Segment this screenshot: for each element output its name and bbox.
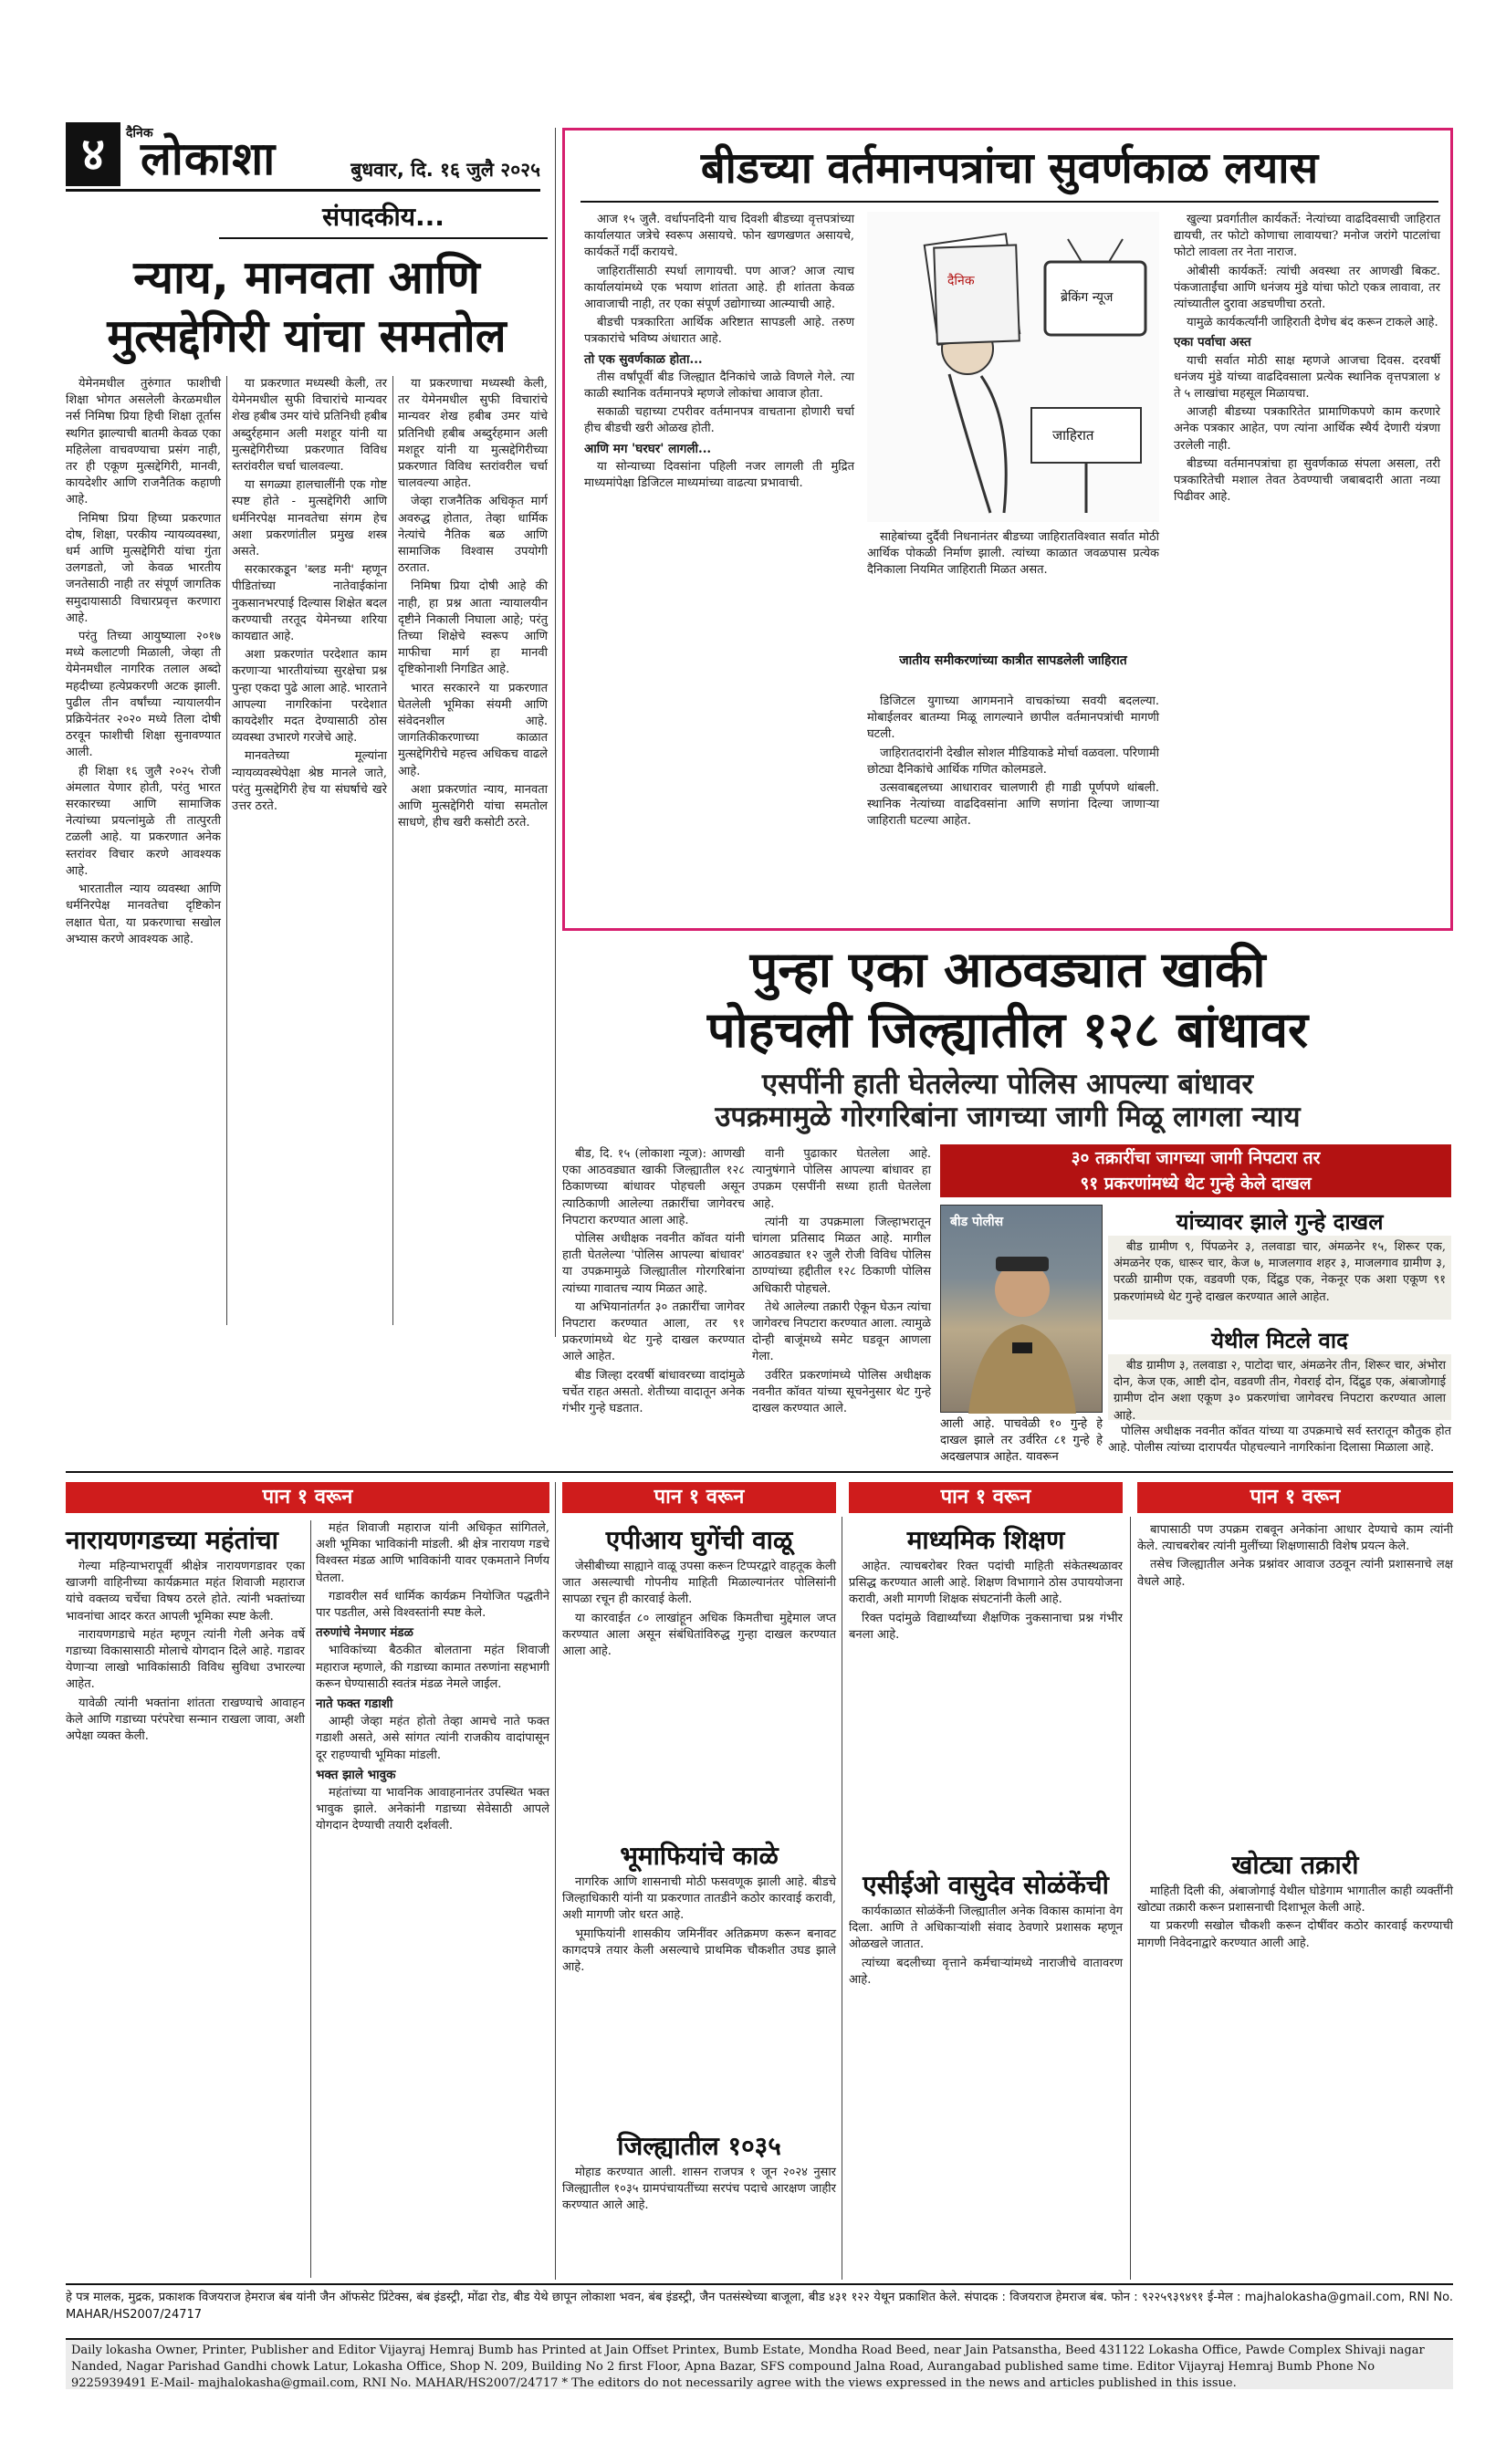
key-facts-banner: [940, 1144, 1451, 1197]
main-headline: [562, 940, 1453, 1060]
paragraph: कार्यकाळात सोळंकेंनी जिल्ह्यातील अनेक विकास कामांना वेग दिला. आणि ते अधिकाऱ्यांशी संवाद ठेवणारे प्रशासक म्हणून ओळखले जातात.: [849, 1905, 1123, 1952]
paragraph: गडावरील सर्व धार्मिक कार्यक्रम नियोजित पद्धतीने पार पडतील, असे विश्वस्तांनी स्पष्ट केले.: [316, 1589, 549, 1621]
narayangad-subhead: भक्त झाले भावुक: [316, 1767, 396, 1782]
paragraph: नागरिक आणि शासनाची मोठी फसवणूक झाली आहे. बीडचे जिल्हाधिकारी यांनी या प्रकरणात तातडीने कठोर कारवाई करावी, अशी मागणी जोर धरत आहे.: [562, 1875, 836, 1923]
beed-column-2-upper: [867, 529, 1159, 648]
beed-subhead: एका पर्वाचा अस्त: [1174, 335, 1251, 350]
paragraph: बीड, दि. १५ (लोकाशा न्यूज): आणखी एका आठवड्यात खाकी जिल्ह्यातील १२८ ठिकाणच्या बांधावर पोहचली असून त्याठिकाणी आलेल्या तक्रारींचा जागेवरच निपटारा करण्यात आला आहे.: [562, 1147, 745, 1227]
illus-ad-text: जाहिरात: [1052, 427, 1094, 444]
illus-daily-text: दैनिक: [947, 274, 975, 288]
paragraph: मानवतेच्या मूल्यांना न्यायव्यवस्थेपेक्षा श्रेष्ठ मानले जाते, परंतु मुत्सद्देगिरी हेच या संघर्षाचे खरे उत्तर ठरते.: [232, 749, 387, 814]
paragraph: आज १५ जुलै. वर्धापनदिनी याच दिवशी बीडच्या वृत्तपत्रांच्या कार्यालयात जत्रेचे स्वरूप असायचे. फोन खणखणत असायचे, कार्यकर्ते गर्दी करायचे.: [584, 213, 854, 260]
paragraph: याची सर्वात मोठी साक्ष म्हणजे आजचा दिवस. दरवर्षी धनंजय मुंडे यांच्या वाढदिवसाला प्रत्येक स्थानिक वृत्तपत्राला ४ ते ५ लाखांचा महसूल मिळायचा.: [1174, 353, 1440, 402]
editorial-headline: [66, 248, 548, 365]
paragraph: भारत सरकारने या प्रकरणात घेतलेली भूमिका संयमी आणि संवेदनशील आहे. जागतिकीकरणाच्या काळात मुत्सद्देगिरीचे महत्त्व अधिकच वाढले आहे.: [398, 681, 548, 778]
charges-filed-heading: यांच्यावर झाले गुन्हे दाखल: [1176, 1209, 1384, 1235]
paragraph: बीड ग्रामीण ३, तलवाडा २, पाटोदा चार, अंमळनेर तीन, शिरूर चार, अंभोरा दोन, केज एक, आष्टी दोन, वडवणी तीन, गेवराई दोन, दिंद्रुड एक, अंबाजोगाई ग्रामीण दोन अशा एकूण ३० प्रकरणांचा जागेवरच निपटारा करण्यात आला आहे.: [1114, 1359, 1446, 1423]
page-number: ४: [66, 122, 120, 186]
column-divider: [310, 1520, 311, 2278]
paragraph: तसेच जिल्ह्यातील अनेक प्रश्नांवर आवाज उठवून त्यांनी प्रशासनाचे लक्ष वेधले आहे.: [1137, 1558, 1453, 1589]
paragraph: निमिषा प्रिया हिच्या प्रकरणात दोष, शिक्षा, परकीय न्यायव्यवस्था, धर्म आणि मुत्सद्देगिरी यांचा गुंता उलगडतो, जो केवळ भारतीय जनतेसाठी नाही तर संपूर्ण जागतिक समुदायासाठी विचारप्रवृत्त करणारा आहे.: [66, 511, 221, 625]
paragraph: अशा प्रकरणांत परदेशात काम करणाऱ्या भारतीयांच्या सुरक्षेचा प्रश्न पुन्हा एकदा पुढे आला आहे. भारताने आपल्या नागरिकांना परदेशात कायदेशीर मदत देण्यासाठी ठोस व्यवस्था उभारणे गरजेचे आहे.: [232, 648, 387, 746]
main-subheadline-line1: एसपींनी हाती घेतलेल्या पोलिस आपल्या बांधावर: [761, 1068, 1254, 1101]
paragraph: साहेबांच्या दुर्दैवी निधनानंतर बीडच्या जाहिरातविश्वात सर्वात मोठी आर्थिक पोकळी निर्माण झाली. त्यांच्या काळात जवळपास प्रत्येक दैनिकाला नियमित जाहिराती मिळत असत.: [867, 530, 1159, 578]
issue-date: बुधवार, दि. १६ जुलै २०२५: [350, 159, 540, 181]
paper-name: लोकाशा: [141, 132, 277, 185]
main-subheadline-line2: उपक्रमामुळे गोरगरिबांना जागच्या जागी मिळू लागला न्याय: [715, 1101, 1301, 1133]
masthead: [66, 120, 540, 192]
paragraph: ही शिक्षा १६ जुलै २०२५ रोजी अंमलात येणार होती, परंतु भारत सरकारच्या आणि सामाजिक नेत्यांच्या प्रयत्नांमुळे ती तात्पुरती टळली आहे. या प्रकरणात अनेक स्तरांवर विचार करणे आवश्यक आहे.: [66, 764, 221, 878]
daily-label: दैनिक: [126, 126, 153, 141]
paragraph: या अभियानांतर्गत ३० तक्रारींचा जागेवर निपटारा करण्यात आला, तर ९१ प्रकरणांमध्ये थेट गुन्हे दाखल करण्यात आले आहेत.: [562, 1300, 745, 1364]
district-1035-heading: जिल्ह्यातील १०३५: [617, 2131, 781, 2161]
main-story-footer-text: [1108, 1424, 1451, 1460]
false-complaints-heading: खोट्या तक्रारी: [1231, 1850, 1359, 1880]
column-divider: [555, 1482, 556, 2280]
bhumafia-heading: भूमाफियांचे काळे: [620, 1841, 779, 1871]
paragraph: बीड जिल्हा दरवर्षी बांधावरच्या वादांमुळे चर्चेत राहत असतो. शेतीच्या वादातून अनेक गंभीर गुन्हे घडतात.: [562, 1368, 745, 1416]
main-headline-line2: पोहचली जिल्ह्यातील १२८ बांधावर: [706, 1001, 1309, 1059]
api-ghuge-heading: एपीआय घुगेंची वाळू: [605, 1525, 793, 1555]
secondary-education-text: [849, 1559, 1123, 1860]
column-divider: [392, 376, 393, 1325]
paragraph: जाहिरातींसाठी स्पर्धा लागायची. पण आज? आज त्याच कार्यालयांमध्ये एक भयाण शांतता आहे. ही शांतता केवळ आवाजाची नाही, तर एका संपूर्ण उद्योगाच्या आत्म्याची आहे.: [584, 264, 854, 312]
paragraph: जेव्हा राजनैतिक अधिकृत मार्ग अवरुद्ध होतात, तेव्हा धार्मिक नेत्यांचे नैतिक बळ आणि सामाजिक विश्वास उपयोगी ठरतात.: [398, 495, 548, 576]
secondary-education-heading: माध्यमिक शिक्षण: [906, 1525, 1065, 1555]
main-story-column-1: [562, 1146, 745, 1416]
paragraph: यावेळी त्यांनी भक्तांना शांतता राखण्याचे आवाहन केले आणि गडाच्या परंपरेचा सन्मान राखला जावा, अशी अपेक्षा व्यक्त केली.: [66, 1696, 305, 1744]
aceo-solanke-heading: एसीईओ वासुदेव सोळंकेंची: [863, 1870, 1109, 1900]
paragraph: पोलिस अधीक्षक नवनीत कॉवत यांच्या या उपक्रमाचे सर्व स्तरातून कौतुक होत आहे. पोलीस त्यांच्या दारापर्यंत पोहचल्याने नागरिकांना दिलासा मिळाला आहे.: [1108, 1425, 1451, 1456]
paragraph: जाहिरातदारांनी देखील सोशल मीडियाकडे मोर्चा वळवला. परिणामी छोट्या दैनिकांचे आर्थिक गणित कोलमडले.: [867, 746, 1159, 777]
paragraph: तीस वर्षांपूर्वी बीड जिल्ह्यात दैनिकांचे जाळे विणले गेले. त्या काळी स्थानिक वर्तमानपत्रे म्हणजे लोकांचा आवाज होता.: [584, 370, 854, 402]
beed-subhead: आणि मग 'घरघर' लागली...: [584, 441, 712, 456]
column-divider: [1130, 1517, 1131, 2280]
paragraph: अशा प्रकरणांत न्याय, मानवता आणि मुत्सद्देगिरी यांचा समतोल साधणे, हीच खरी कसोटी ठरते.: [398, 782, 548, 830]
paragraph: भूमाफियांनी शासकीय जमिनींवर अतिक्रमण करून बनावट कागदपत्रे तयार केली असल्याचे प्राथमिक चौकशीत उघड झाले आहे.: [562, 1926, 836, 1975]
beed-subhead: तो एक सुवर्णकाळ होता...: [584, 351, 703, 367]
paragraph: परंतु तिच्या आयुष्याला २०१७ मध्ये कलाटणी मिळाली, जेव्हा ती येमेनमधील नागरिक तलाल अब्दो महदीच्या हत्येप्रकरणी अटक झाली. पुढील तीन वर्षांच्या न्यायालयीन प्रक्रियेनंतर २०२० मध्ये तिला दोषी ठरवून फाशीची शिक्षा सुनावण्यात आली.: [66, 630, 221, 760]
paragraph: ओबीसी कार्यकर्ते: त्यांची अवस्था तर आणखी बिकट. पंकजाताईंचा आणि धनंजय मुंडे यांचा फोटो एकत्र लावावा, तर त्यांच्यातील दुरावा अडचणीचा ठरतो.: [1174, 264, 1440, 312]
api-ghuge-text: [562, 1559, 836, 1832]
continued-right-text: [1137, 1522, 1453, 1842]
paragraph: बीड ग्रामीण ९, पिंपळनेर ३, तलवाडा चार, अंमळनेर १५, शिरूर एक, अंमळनेर एक, धारूर चार, केज ७, माजलगाव शहर ३, माजलगाव ग्रामीण ३, परळी ग्रामीण एक, वडवणी एक, दिंद्रुड एक, नेकनूर एक अशा एकूण ९१ प्रकरणांमध्ये थेट गुन्हे दाखल करण्यात आले आहेत.: [1114, 1240, 1446, 1304]
editorial-section-label: संपादकीय...: [219, 197, 548, 239]
continued-band-3: पान १ वरून: [849, 1482, 1123, 1513]
paragraph: उर्वरित प्रकरणांमध्ये पोलिस अधीक्षक नवनीत कॉवत यांच्या सूचनेनुसार थेट गुन्हे दाखल करण्यात आले.: [752, 1368, 931, 1416]
paragraph: तेथे आलेल्या तक्रारी ऐकून घेऊन त्यांचा जागेवरच निपटारा करण्यात आला. त्यामुळे दोन्ही बाजूंमध्ये समेट घडवून आणला गेला.: [752, 1300, 931, 1364]
editorial-column-2: [232, 376, 387, 1330]
bhumafia-text: [562, 1874, 836, 2121]
editorial-headline-line2: मुत्सद्देगिरी यांचा समतोल: [107, 309, 507, 362]
narayangad-heading: नारायणगडच्या महंतांचा: [66, 1525, 278, 1555]
main-headline-line1: पुन्हा एका आठवड्यात खाकी: [749, 941, 1266, 998]
paragraph: यामुळे कार्यकर्त्यांनी जाहिराती देणेच बंद करून टाकले आहे.: [1187, 316, 1438, 330]
footer-divider: [66, 2283, 1453, 2285]
district-1035-text: [562, 2165, 836, 2280]
paragraph: बापासाठी पण उपक्रम राबवून अनेकांना आधार देण्याचे काम त्यांनी केले. त्याचबरोबर त्यांनी मुलींच्या शिक्षणासाठी विशेष प्रयत्न केले.: [1137, 1523, 1453, 1554]
paragraph: या प्रकरणात मध्यस्थी केली, तर येमेनमधील सुफी विचारांचे मान्यवर शेख हबीब उमर यांचे प्रतिनिधी हबीब अब्दुर्रहमान अली मशहूर यांनी या मुत्सद्देगिरीच्या प्रकरणात विविध स्तरांवरील चर्चा चालवल्या.: [232, 377, 387, 475]
paragraph: त्यांनी या उपक्रमाला जिल्हाभरातून चांगला प्रतिसाद मिळत आहे. मागील आठवड्यात १२ जुलै रोजी विविध पोलिस ठाण्यांच्या हद्दीतील १२८ ठिकाणी पोलिस अधिकारी पोहचले.: [752, 1215, 931, 1296]
main-subheadline: [562, 1068, 1453, 1133]
narayangad-subhead: तरुणांचे नेमणार मंडळ: [316, 1625, 413, 1641]
paragraph: या सगळ्या हालचालींनी एक गोष्ट स्पष्ट होते - मुत्सद्देगिरी आणि धर्मनिरपेक्ष मानवतेचा संगम हेच अशा प्रकरणांतील प्रमुख शस्त्र असते.: [232, 478, 387, 559]
paragraph: त्यांच्या बदलीच्या वृत्ताने कर्मचाऱ्यांमध्ये नाराजीचे वातावरण आहे.: [849, 1956, 1123, 1987]
banner-line1: ३० तक्रारींचा जागच्या जागी निपटारा तर: [1071, 1148, 1321, 1168]
narayangad-subhead: नाते फक्त गडाशी: [316, 1697, 393, 1712]
editorial-column-1: [66, 376, 221, 1330]
paragraph: डिजिटल युगाच्या आगमनाने वाचकांच्या सवयी बदलल्या. मोबाईलवर बातम्या मिळू लागल्याने छापील वर्तमानपत्रांची मागणी घटली.: [867, 694, 1159, 742]
paragraph: बीडची पत्रकारिता आर्थिक अरिष्टात सापडली आहे. तरुण पत्रकारांचे भविष्य अंधारात आहे.: [584, 316, 854, 347]
editorial-column-3: [398, 376, 548, 1330]
paragraph: आम्ही जेव्हा महंत होतो तेव्हा आमचे नाते फक्त गडाशी असते, असे सांगत त्यांनी राजकीय वादांपासून दूर राहण्याची भूमिका मांडली.: [316, 1715, 549, 1762]
editorial-headline-line1: न्याय, मानवता आणि: [133, 251, 480, 304]
imprint-line: हे पत्र मालक, मुद्रक, प्रकाशक विजयराज हेमराज बंब यांनी जैन ऑफसेट प्रिंटेक्स, बंब इंडस्ट्री, मोंढा रोड, बीड येथे छापून लोकाशा भवन, बंब इंडस्ट्री, जैन पतसंस्थेच्या बाजूला, बीड ४३१ १२२ येथून प्रकाशित केले. संपादक : विजयराज हेमराज बंब. फोन : ९२२५९३९४९१ ई-मेल : majhalokasha@gmail.com, RNI No. MAHAR/HS2007/24717: [66, 2291, 1453, 2322]
aceo-solanke-text: [849, 1904, 1123, 2280]
continued-band-4: पान १ वरून: [1137, 1482, 1453, 1513]
paragraph: महंत शिवाजी महाराज यांनी अधिकृत सांगितले, अशी भूमिका भाविकांनी मांडली. श्री क्षेत्र नारायण गडचे विश्वस्त मंडळ आणि भाविकांनी यावर एकमताने निर्णय घेतला.: [316, 1521, 549, 1585]
paragraph: जेसीबीच्या साह्याने वाळू उपसा करून टिप्परद्वारे वाहतूक केली जात असल्याची गोपनीय माहिती मिळाल्यानंतर पोलिसांनी सापळा रचून ही कारवाई केली.: [562, 1560, 836, 1607]
continued-band-2: पान १ वरून: [562, 1482, 836, 1513]
paragraph: या कारवाईत ८० लाखांहून अधिक किमतीचा मुद्देमाल जप्त करण्यात आला असून संबंधितांविरुद्ध गुन्हा दाखल करण्यात आला आहे.: [562, 1611, 836, 1659]
paragraph: आजही बीडच्या पत्रकारितेत प्रामाणिकपणे काम करणारे अनेक पत्रकार आहेत, पण त्यांना आर्थिक स्थैर्य देणारी यंत्रणा उरलेली नाही.: [1174, 405, 1440, 453]
paragraph: या सोन्याच्या दिवसांना पहिली नजर लागली ती मुद्रित माध्यमांपेक्षा डिजिटल माध्यमांच्या वाढत्या प्रभावाची.: [584, 459, 854, 491]
paragraph: येमेनमधील तुरुंगात फाशीची शिक्षा भोगत असलेली केरळमधील नर्स निमिषा प्रिया हिची शिक्षा तूर्तास स्थगित झाल्याची बातमी केवळ एका महिलेला वाचवण्याचा प्रसंग नाही, तर ही एकूण मुत्सद्देगिरी, मानवी, कायदेशीर आणि राजनैतिक कहाणी आहे.: [66, 377, 221, 507]
paragraph: महंतांच्या या भावनिक आवाहनानंतर उपस्थित भक्त भावुक झाले. अनेकांनी गडाच्या सेवेसाठी आपले योगदान देण्याची तयारी दर्शवली.: [316, 1786, 549, 1833]
officer-silhouette-icon: [941, 1206, 1103, 1414]
paragraph: सकाळी चहाच्या टपरीवर वर्तमानपत्र वाचताना होणारी चर्चा हीच बीडची खरी ओळख होती.: [584, 405, 854, 436]
disputes-resolved-list: [1108, 1354, 1451, 1423]
continued-band-1: पान १ वरून: [66, 1482, 549, 1513]
banner-line2: ९१ प्रकरणांमध्ये थेट गुन्हे केले दाखल: [1080, 1174, 1312, 1194]
police-officer-photo: [940, 1205, 1103, 1413]
narayangad-column-1: [66, 1559, 305, 2280]
paragraph: वानी पुढाकार घेतलेला आहे. त्यानुषंगाने पोलिस आपल्या बांधावर हा उपक्रम एसपींनी सध्या हाती घेतलेला आहे.: [752, 1147, 931, 1211]
paragraph: रिक्त पदांमुळे विद्यार्थ्यांच्या शैक्षणिक नुकसानाचा प्रश्न गंभीर बनला आहे.: [849, 1611, 1123, 1642]
paragraph: भाविकांच्या बैठकीत बोलताना महंत शिवाजी महाराज म्हणाले, की गडाच्या कामात तरुणांना सहभागी करून घेण्यासाठी स्वतंत्र मंडळ नेमले जाईल.: [316, 1644, 549, 1691]
photo-label: बीड पोलीस: [950, 1215, 1004, 1229]
paragraph: या प्रकरणाचा मध्यस्थी केली, तर येमेनमधील सुफी विचारांचे मान्यवर शेख हबीब उमर यांचे प्रतिनिधी हबीब अब्दुर्रहमान अली मशहूर यांनी या मुत्सद्देगिरीच्या प्रकरणात विविध स्तरांवरील चर्चा चालवल्या आहेत.: [398, 377, 548, 491]
beed-caption: जातीय समीकरणांच्या कात्रीत सापडलेली जाहिरात: [899, 653, 1127, 668]
paragraph: आहेत. त्याचबरोबर रिक्त पदांची माहिती संकेतस्थळावर प्रसिद्ध करण्यात आली आहे. शिक्षण विभागाने ठोस उपाययोजना करावी, अशी मागणी शिक्षक संघटनांनी केली आहे.: [849, 1560, 1123, 1607]
column-divider: [226, 376, 227, 1325]
section-divider: [66, 1471, 1453, 1473]
main-story-column-2: [752, 1146, 931, 1416]
beed-column-3: [1174, 212, 1440, 919]
beed-column-1: [584, 212, 854, 919]
narayangad-column-2: [316, 1520, 549, 2280]
false-complaints-text: [1137, 1884, 1453, 2280]
column-divider: [555, 128, 556, 1337]
paragraph: निमिषा प्रिया दोषी आहे की नाही, हा प्रश्न आता न्यायालयीन दृष्टीने निकाली निघाला आहे; परंतु तिच्या शिक्षेचे स्वरूप आणि माफीचा मार्ग हा मानवी दृष्टिकोनाशी निगडित आहे.: [398, 579, 548, 677]
beed-feature-headline: बीडच्या वर्तमानपत्रांचा सुवर्णकाळ लयास: [580, 137, 1438, 203]
paragraph: मोहाड करण्यात आली. शासन राजपत्र १ जून २०२४ नुसार जिल्ह्यातील १०३५ ग्रामपंचायतींच्या सरपंच पदाचे आरक्षण जाहीर करण्यात आले आहे.: [562, 2166, 836, 2213]
newspaper-vendor-illustration: [867, 212, 1159, 522]
charges-filed-list: [1108, 1236, 1451, 1320]
english-imprint: Daily lokasha Owner, Printer, Publisher and Editor Vijayraj Hemraj Bumb has Printed at Jain Offset Printex, Bumb Estate, Mondha Road Beed, near Jain Patsanstha, Beed 431122 Lokasha Office, Pawde Complex Shivaji nagar Nanded, Nagar Parishad Gandhi chowk Latur, Lokasha Office, Shop N. 209, Building No 2 first Floor, Apna Bazar, SFS compound Jalna Road, Aurangabad published same time. Editor Vijayraj Hemraj Bumb Phone No 9225939491 E-Mail- majhalokasha@gmail.com, RNI No. MAHAR/HS2007/24717 * The editors do not necessarily agree with the views expressed in the news and articles published in this issue.: [66, 2338, 1453, 2389]
paragraph: या प्रकरणी सखोल चौकशी करून दोषींवर कठोर कारवाई करण्याची मागणी निवेदनाद्वारे करण्यात आली आहे.: [1137, 1919, 1453, 1950]
paragraph: बीडच्या वर्तमानपत्रांचा हा सुवर्णकाळ संपला असला, तरी पत्रकारितेची मशाल तेवत ठेवण्याची जबाबदारी आता नव्या पिढीवर आहे.: [1174, 456, 1440, 505]
paragraph: उत्सवाबद्दलच्या आधारावर चालणारी ही गाडी पूर्णपणे थांबली. स्थानिक नेत्यांच्या वाढदिवसांना आणि सणांना दिल्या जाणाऱ्या जाहिराती घटल्या आहेत.: [867, 781, 1159, 829]
beed-column-2-lower: [867, 694, 1159, 917]
paragraph: गेल्या महिन्याभरापूर्वी श्रीक्षेत्र नारायणगडावर एका खाजगी वाहिनीच्या कार्यक्रमात महंत शिवाजी महाराज यांचे वक्तव्य चर्चेचा विषय ठरले होते. त्यांनी भक्तांच्या भावनांचा आदर करत आपली भूमिका स्पष्ट केली.: [66, 1560, 305, 1624]
illus-breaking-text: ब्रेकिंग न्यूज: [1061, 290, 1114, 305]
paragraph: भारतातील न्याय व्यवस्था आणि धर्मनिरपेक्ष मानवतेचा दृष्टिकोन लक्षात घेता, या प्रकरणाचा सखोल अभ्यास करणे आवश्यक आहे.: [66, 882, 221, 946]
disputes-resolved-heading: येथील मिटले वाद: [1211, 1328, 1348, 1353]
paragraph: पोलिस अधीक्षक नवनीत कॉवत यांनी हाती घेतलेल्या 'पोलिस आपल्या बांधावर' या उपक्रमामुळे जिल्ह्यातील गोरगरिबांना त्यांच्या गावातच न्याय मिळत आहे.: [562, 1232, 745, 1296]
paragraph: खुल्या प्रवर्गातील कार्यकर्ते: नेत्यांच्या वाढदिवसाची जाहिरात द्यायची, तर फोटो कोणाचा लावायचा? मनोज जरांगे पाटलांचा फोटो लावला तर नेता नाराज.: [1174, 213, 1440, 260]
photo-caption: आली आहे. पाचवेळी १० गुन्हे हे दाखल झाले तर उर्वरित ८१ गुन्हे हे अदखलपात्र आहेत. यावरून: [940, 1417, 1103, 1464]
paragraph: माहिती दिली की, अंबाजोगाई येथील घोडेगाम भागातील काही व्यक्तींनी खोट्या तक्रारी करून प्रशासनाची दिशाभूल केली आहे.: [1137, 1885, 1453, 1916]
paragraph: सरकारकडून 'ब्लड मनी' म्हणून पीडितांच्या नातेवाईकांना नुकसानभरपाई दिल्यास शिक्षेत बदल करण्याची तरतूद येमेनच्या शरिया कायद्यात आहे.: [232, 563, 387, 644]
paragraph: नारायणगडाचे महंत म्हणून त्यांनी गेली अनेक वर्षे गडाच्या विकासासाठी मोलाचे योगदान दिले आहे. गडावर येणाऱ्या लाखो भाविकांसाठी विविध सुविधा उभारल्या आहेत.: [66, 1627, 305, 1692]
